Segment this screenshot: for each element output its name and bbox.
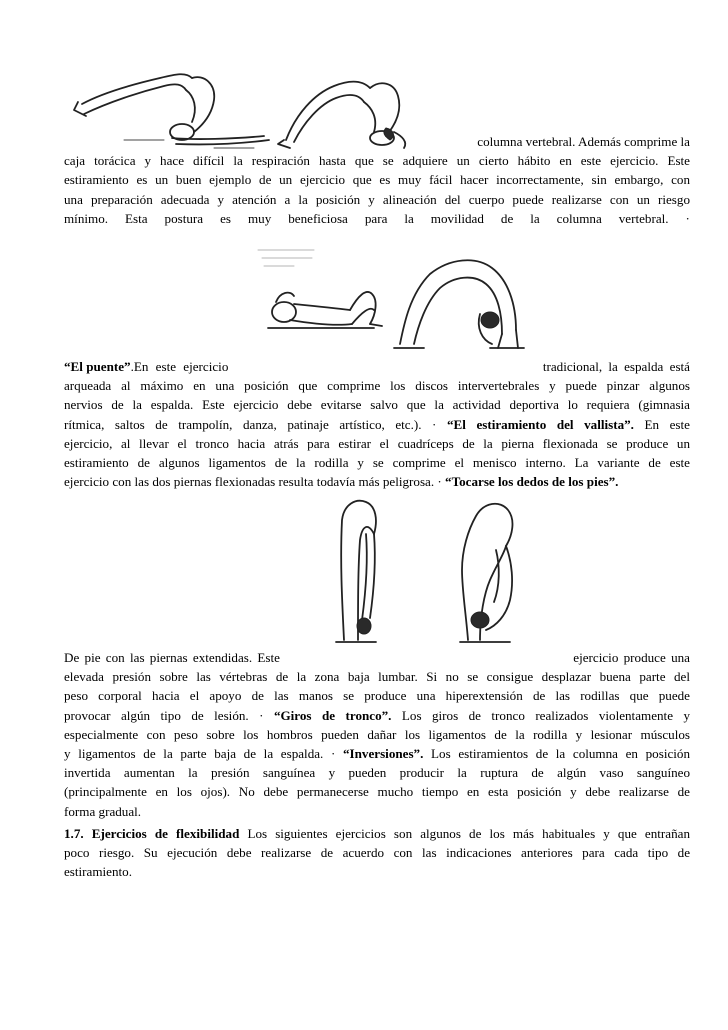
heading-vallista: “El estiramiento del vallista”. bbox=[446, 416, 634, 432]
toe-touch-illustration bbox=[300, 490, 550, 650]
text-line: y ligamentos de la parte baja de la espalda. · “Inversiones”. Los estiramientos de la columna en posición bbox=[64, 745, 690, 761]
text-line: estiramiento de algunos ligamentos de la rodilla y se comprime el menisco interno. La variante de este bbox=[64, 454, 690, 470]
word: mínimo. bbox=[64, 210, 109, 226]
text-line: ejercicio, al llevar el tronco hacia atrás para estirar el cuadríceps de la pierna flexionada se produce un bbox=[64, 435, 690, 451]
word: la bbox=[530, 210, 540, 226]
heading-inversiones: “Inversiones”. bbox=[342, 745, 424, 761]
text-line: ejercicio con las dos piernas flexionadas resulta todavía más peligrosa. · “Tocarse los dedos de los pies”. bbox=[64, 474, 619, 490]
word: Esta bbox=[125, 210, 148, 226]
text-line: peso corporal hacia el apoyo de las manos se produce una hiperextensión de las rodillas que puede bbox=[64, 688, 690, 704]
text-line: una preparación adecuada y atención a la posición y alineación del cuerpo puede realizarse con un riesgo bbox=[64, 191, 690, 207]
word: · bbox=[685, 210, 690, 226]
text-line-justified bbox=[64, 209, 690, 228]
section-heading-1-7: 1.7. Ejercicios de flexibilidad bbox=[64, 826, 240, 841]
bridge-pose-figure bbox=[254, 244, 540, 364]
paragraph-plow bbox=[64, 132, 690, 228]
word: columna bbox=[556, 210, 602, 226]
heading-tocarse-pies: “Tocarse los dedos de los pies”. bbox=[445, 474, 619, 490]
word: movilidad bbox=[430, 210, 484, 226]
lead-tail-text: ejercicio produce una bbox=[573, 650, 690, 665]
text-line: provocar algún tipo de lesión. · “Giros de tronco”. Los giros de tronco realizados violentamente y bbox=[64, 707, 690, 723]
lead-text: De pie con las piernas extendidas. Este bbox=[64, 650, 280, 665]
lead-text: .En este ejercicio bbox=[130, 359, 229, 374]
paragraph-toe-touch bbox=[64, 648, 690, 821]
bridge-pose-illustration bbox=[254, 244, 540, 364]
text-line: caja torácica y hace difícil la respiración hasta que se adquiere un cierto hábito en este ejercicio. Este bbox=[64, 153, 690, 169]
heading-el-puente: “El puente” bbox=[64, 359, 131, 374]
text-line: 1.7. Ejercicios de flexibilidad Los siguientes ejercicios son algunos de los más habituales y que entrañan bbox=[64, 826, 690, 841]
word: postura bbox=[164, 210, 204, 226]
text-line: estiramiento es un buen ejemplo de un ejercicio que es muy fácil hacer incorrectamente, sin embargo, con bbox=[64, 172, 690, 188]
word: muy bbox=[247, 210, 272, 226]
word: de bbox=[500, 210, 514, 226]
text-line: arqueada al máximo en una posición que comprime los discos intervertebrales y puede pinzar algunos bbox=[64, 378, 690, 394]
word: la bbox=[404, 210, 414, 226]
text-line: (principalmente en los ojos). No debe permanecerse mucho tiempo en esta posición y debe realizarse de bbox=[64, 784, 690, 800]
text-line: elevada presión sobre las vértebras de la zona baja lumbar. Si no se consigue desplazar buena parte del bbox=[64, 669, 690, 685]
lead-tail-text: tradicional, la espalda está bbox=[542, 359, 690, 374]
paragraph-flexibility bbox=[64, 824, 690, 882]
text-line-with-gap bbox=[64, 648, 690, 667]
text-line: nervios de la espalda. Este ejercicio debe evitarse salvo que la actividad deportiva lo requiera (gimnasia bbox=[64, 397, 690, 413]
toe-touch-figure bbox=[300, 490, 550, 650]
text-line-with-gap bbox=[64, 357, 690, 376]
heading-giros-tronco: “Giros de tronco”. bbox=[273, 707, 392, 723]
text-line: columna vertebral. Además comprime la bbox=[477, 134, 690, 149]
text-line: poco riesgo. Su ejecución debe realizarse de acuerdo con las indicaciones anteriores para cada tipo de bbox=[64, 845, 690, 861]
word: para bbox=[364, 210, 388, 226]
paragraph-bridge bbox=[64, 357, 690, 491]
text-line: invertida aumentan la presión sanguínea y pueden producir la ruptura de algún vaso sanguíneo bbox=[64, 765, 690, 781]
word: beneficiosa bbox=[288, 210, 348, 226]
text-line: rítmica, saltos de trampolín, danza, patinaje artístico, etc.). · “El estiramiento del vallista”. En este bbox=[64, 416, 690, 432]
word: es bbox=[220, 210, 231, 226]
text-line: forma gradual. bbox=[64, 803, 142, 819]
text-line: estiramiento. bbox=[64, 864, 132, 880]
text-line: especialmente con peso sobre los hombros pueden dañar los ligamentos de la rodilla y lesionar músculos bbox=[64, 726, 690, 742]
word: vertebral. bbox=[618, 210, 669, 226]
